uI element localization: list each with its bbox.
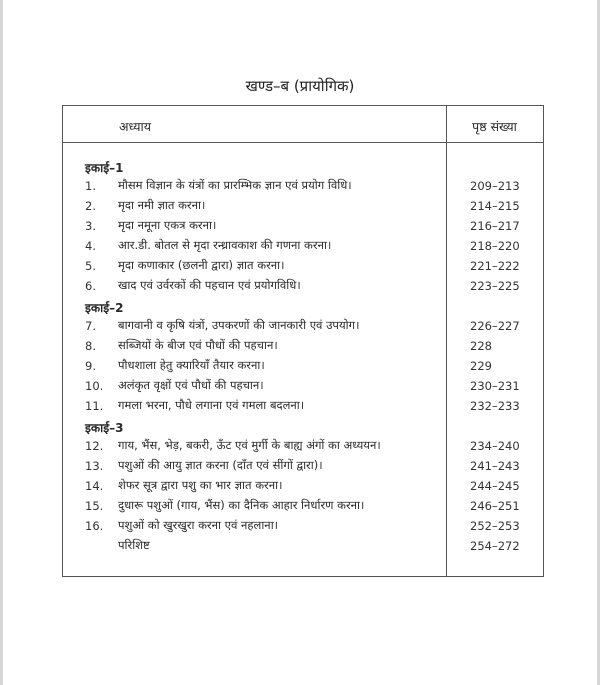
chapter-row bbox=[63, 216, 543, 236]
chapter-title: शेफर सूत्र द्वारा पशु का भार ज्ञात करना। bbox=[118, 478, 283, 492]
chapter-title: परिशिष्ट bbox=[118, 538, 150, 552]
chapter-row bbox=[63, 496, 543, 516]
page-range: 229 bbox=[470, 359, 492, 373]
chapter-title: गमला भरना, पौधे लगाना एवं गमला बदलना। bbox=[118, 398, 305, 412]
page-range: 209–213 bbox=[470, 179, 520, 193]
chapter-row bbox=[63, 456, 543, 476]
page-range: 221–222 bbox=[470, 259, 520, 273]
chapter-number: 6. bbox=[85, 279, 96, 293]
chapter-title: मौसम विज्ञान के यंत्रों का प्रारम्भिक ज्ञान एवं प्रयोग विधि। bbox=[118, 178, 352, 192]
chapter-row bbox=[63, 436, 543, 456]
section-title: खण्ड–ब (प्रायोगिक) bbox=[245, 77, 355, 95]
contents-table bbox=[62, 105, 544, 577]
chapter-number: 14. bbox=[85, 479, 104, 493]
chapter-row bbox=[63, 196, 543, 216]
page-range: 218–220 bbox=[470, 239, 520, 253]
page-range: 252–253 bbox=[470, 519, 520, 533]
chapter-row bbox=[63, 336, 543, 356]
chapter-row bbox=[63, 316, 543, 336]
page-range: 230–231 bbox=[470, 379, 520, 393]
chapter-number: 2. bbox=[85, 199, 96, 213]
page-range: 241–243 bbox=[470, 459, 520, 473]
chapter-row bbox=[63, 176, 543, 196]
chapter-row bbox=[63, 256, 543, 276]
chapter-row bbox=[63, 376, 543, 396]
page-range: 254–272 bbox=[470, 539, 520, 553]
chapter-number: 9. bbox=[85, 359, 96, 373]
unit-heading bbox=[63, 296, 543, 316]
header-page-number: पृष्ठ संख्या bbox=[472, 119, 517, 134]
chapter-title: दुधारू पशुओं (गाय, भैंस) का दैनिक आहार निर्धारण करना। bbox=[118, 498, 365, 512]
chapter-title: खाद एवं उर्वरकों की पहचान एवं प्रयोगविधि। bbox=[118, 278, 301, 292]
chapter-number: 15. bbox=[85, 499, 104, 513]
chapter-number: 11. bbox=[85, 399, 104, 413]
chapter-row bbox=[63, 236, 543, 256]
chapter-number: 3. bbox=[85, 219, 96, 233]
chapter-row bbox=[63, 516, 543, 536]
chapter-number: 16. bbox=[85, 519, 104, 533]
chapter-row bbox=[63, 396, 543, 416]
chapter-title: मृदा नमूना एकत्र करना। bbox=[118, 218, 217, 232]
unit-label: इकाई–2 bbox=[85, 301, 124, 315]
unit-heading bbox=[63, 416, 543, 436]
page-edge-left bbox=[0, 0, 3, 685]
chapter-title: अलंकृत वृक्षों एवं पौधों की पहचान। bbox=[118, 378, 264, 392]
chapter-row bbox=[63, 276, 543, 296]
chapter-number: 13. bbox=[85, 459, 104, 473]
header-chapter: अध्याय bbox=[119, 119, 151, 134]
chapter-title: पशुओं की आयु ज्ञात करना (दाँत एवं सींगों द्वारा)। bbox=[118, 458, 323, 472]
chapter-title: सब्जियों के बीज एवं पौधों की पहचान। bbox=[118, 338, 278, 352]
chapter-title: पशुओं को खुरखुरा करना एवं नहलाना। bbox=[118, 518, 279, 532]
chapter-row bbox=[63, 476, 543, 496]
chapter-number: 10. bbox=[85, 379, 104, 393]
chapter-title: गाय, भैंस, भेड़, बकरी, ऊँट एवं मुर्गी के बाह्य अंगों का अध्ययन। bbox=[118, 438, 381, 452]
page-range: 223–225 bbox=[470, 279, 520, 293]
page-range: 226–227 bbox=[470, 319, 520, 333]
page-range: 234–240 bbox=[470, 439, 520, 453]
chapter-title: पौधशाला हेतु क्यारियाँ तैयार करना। bbox=[118, 358, 265, 372]
chapter-title: मृदा नमी ज्ञात करना। bbox=[118, 198, 206, 212]
chapter-number: 5. bbox=[85, 259, 96, 273]
chapter-number: 8. bbox=[85, 339, 96, 353]
chapter-number: 1. bbox=[85, 179, 96, 193]
unit-heading bbox=[63, 156, 543, 176]
page-range: 216–217 bbox=[470, 219, 520, 233]
page-range: 228 bbox=[470, 339, 492, 353]
chapter-row bbox=[63, 356, 543, 376]
contents-rows bbox=[63, 156, 543, 556]
chapter-number: 12. bbox=[85, 439, 104, 453]
chapter-number: 4. bbox=[85, 239, 96, 253]
page-range: 246–251 bbox=[470, 499, 520, 513]
chapter-title: बागवानी व कृषि यंत्रों, उपकरणों की जानकारी एवं उपयोग। bbox=[118, 318, 360, 332]
page-range: 244–245 bbox=[470, 479, 520, 493]
chapter-title: आर.डी. बोतल से मृदा रन्ध्रावकाश की गणना करना। bbox=[118, 238, 332, 252]
page-range: 214–215 bbox=[470, 199, 520, 213]
page-range: 232–233 bbox=[470, 399, 520, 413]
chapter-row bbox=[63, 536, 543, 556]
unit-label: इकाई–3 bbox=[85, 421, 124, 435]
chapter-title: मृदा कणाकार (छलनी द्वारा) ज्ञात करना। bbox=[118, 258, 285, 272]
chapter-number: 7. bbox=[85, 319, 96, 333]
unit-label: इकाई–1 bbox=[85, 161, 124, 175]
header-divider bbox=[63, 142, 543, 143]
